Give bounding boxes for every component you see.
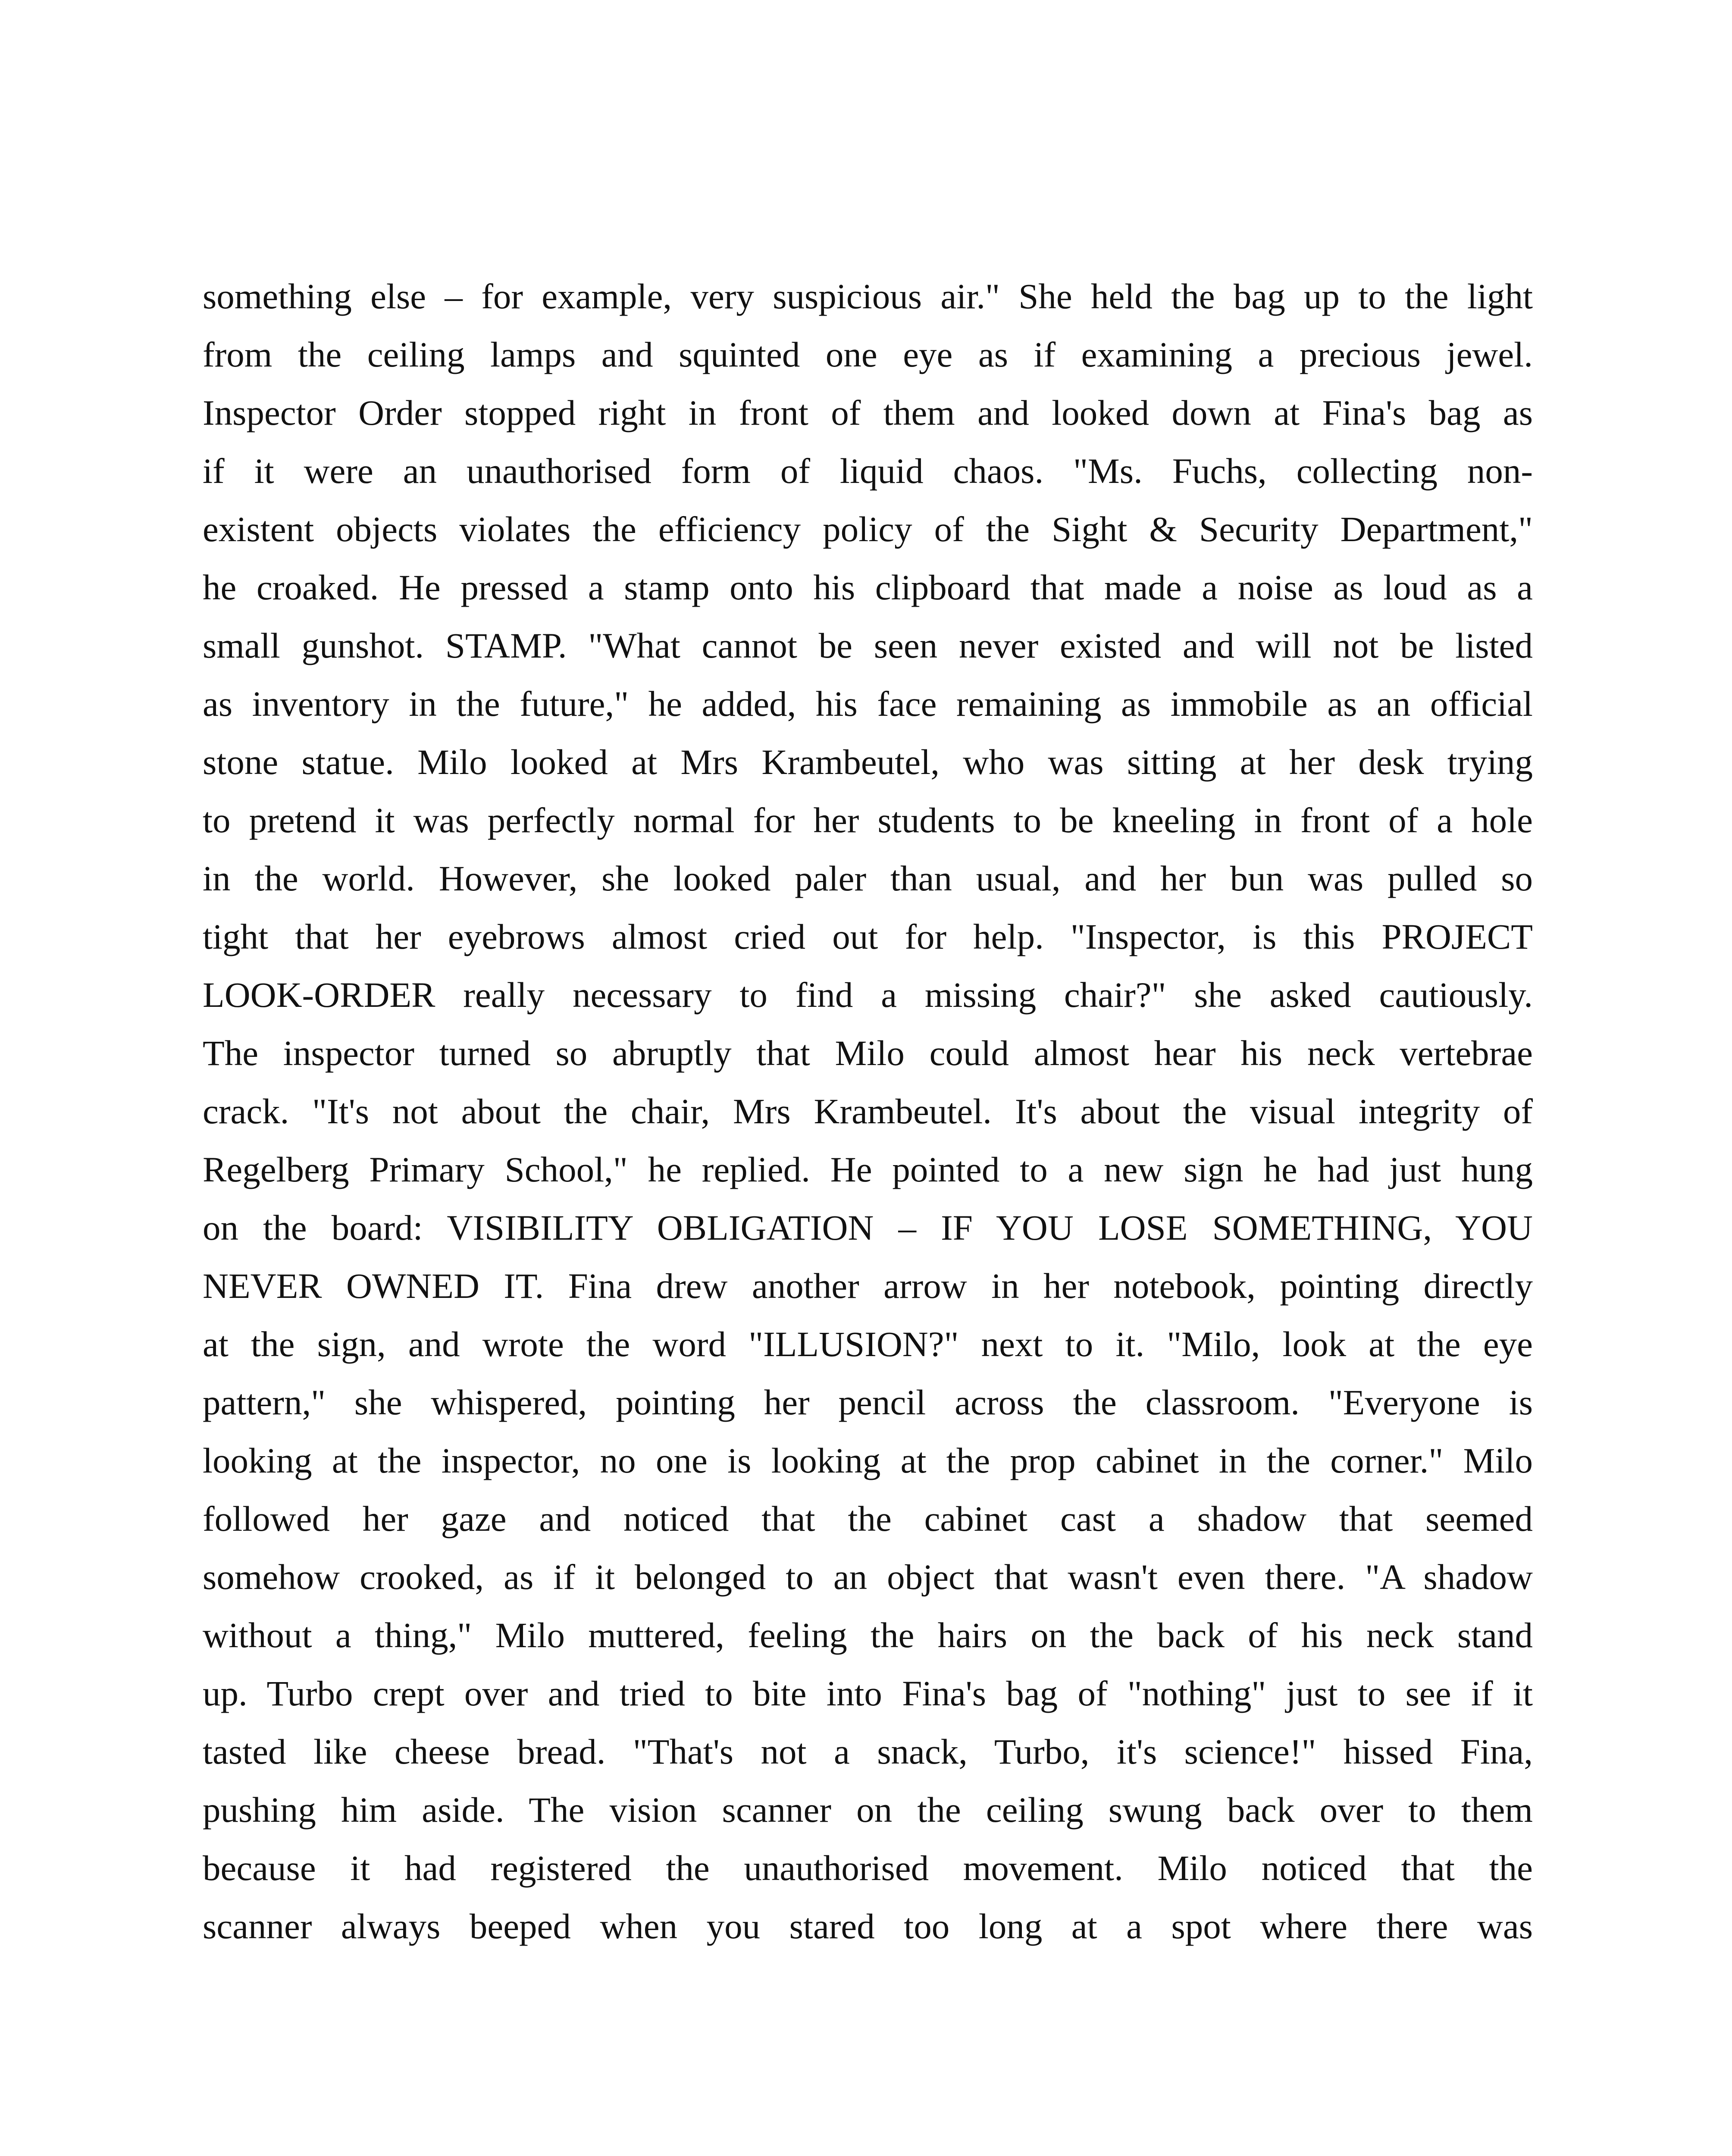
text-line: he croaked. He pressed a stamp onto his clipboard that made a noise as loud as a [203,567,1533,607]
text-line: as inventory in the future," he added, his face remaining as immobile as an official [203,684,1533,724]
text-line: followed her gaze and noticed that the cabinet cast a shadow that seemed [203,1499,1533,1539]
text-line: to pretend it was perfectly normal for her students to be kneeling in front of a hole [203,800,1533,840]
text-line: Regelberg Primary School," he replied. He pointed to a new sign he had just hung [203,1150,1533,1189]
text-line: pushing him aside. The vision scanner on the ceiling swung back over to them [203,1790,1533,1830]
text-line: pattern," she whispered, pointing her pencil across the classroom. "Everyone is [203,1382,1533,1422]
text-line: something else – for example, very suspicious air." She held the bag up to the light [203,276,1533,316]
body-text [203,267,1533,1955]
text-line: up. Turbo crept over and tried to bite into Fina's bag of "nothing" just to see if it [203,1673,1533,1713]
text-line: at the sign, and wrote the word "ILLUSION?" next to it. "Milo, look at the eye [203,1324,1533,1364]
text-line: because it had registered the unauthorised movement. Milo noticed that the [203,1848,1533,1888]
text-line: Inspector Order stopped right in front of them and looked down at Fina's bag as [203,393,1533,432]
text-line: tasted like cheese bread. "That's not a snack, Turbo, it's science!" hissed Fina, [203,1732,1533,1771]
text-line: somehow crooked, as if it belonged to an object that wasn't even there. "A shadow [203,1557,1533,1597]
text-line: NEVER OWNED IT. Fina drew another arrow in her notebook, pointing directly [203,1266,1533,1306]
text-line: if it were an unauthorised form of liquid chaos. "Ms. Fuchs, collecting non- [203,451,1533,491]
text-line: small gunshot. STAMP. "What cannot be seen never existed and will not be listed [203,626,1533,665]
text-line: LOOK-ORDER really necessary to find a missing chair?" she asked cautiously. [203,975,1533,1015]
text-line: without a thing," Milo muttered, feeling the hairs on the back of his neck stand [203,1615,1533,1655]
text-line: existent objects violates the efficiency policy of the Sight & Security Department," [203,509,1533,549]
text-line: tight that her eyebrows almost cried out for help. "Inspector, is this PROJECT [203,917,1533,956]
text-line: The inspector turned so abruptly that Milo could almost hear his neck vertebrae [203,1033,1533,1073]
text-line: from the ceiling lamps and squinted one eye as if examining a precious jewel. [203,335,1533,374]
text-line: crack. "It's not about the chair, Mrs Krambeutel. It's about the visual integrity of [203,1091,1533,1131]
text-line: on the board: VISIBILITY OBLIGATION – IF YOU LOSE SOMETHING, YOU [203,1208,1533,1247]
text-line: in the world. However, she looked paler than usual, and her bun was pulled so [203,859,1533,898]
text-line: scanner always beeped when you stared too long at a spot where there was [203,1906,1533,1946]
text-line: looking at the inspector, no one is looking at the prop cabinet in the corner." Milo [203,1441,1533,1480]
text-line: stone statue. Milo looked at Mrs Krambeutel, who was sitting at her desk trying [203,742,1533,782]
